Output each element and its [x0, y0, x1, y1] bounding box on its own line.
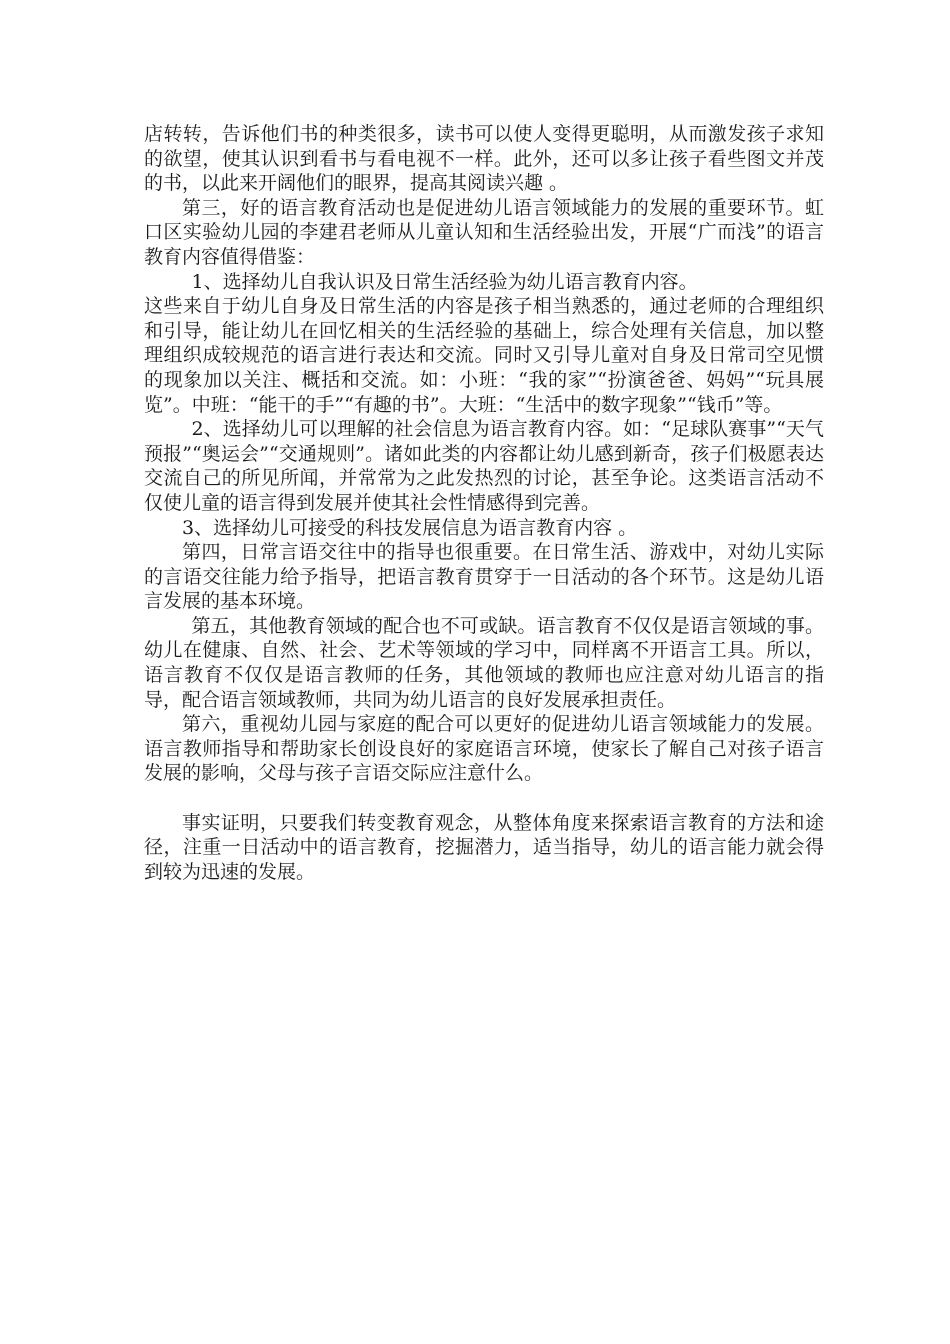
document-body: [144, 122, 824, 884]
paragraph-fourth-point: 第四，日常言语交往中的指导也很重要。在日常生活、游戏中，对幼儿实际的言语交往能力给予指导，把语言教育贯穿于一日活动的各个环节。这是幼儿语言发展的基本环境。: [144, 541, 824, 613]
paragraph-item-1: 1、选择幼儿自我认识及日常生活经验为幼儿语言教育内容。: [191, 270, 698, 293]
paragraph-spacer: [144, 786, 824, 811]
paragraph-third-point: 第三，好的语言教育活动也是促进幼儿语言领域能力的发展的重要环节。虹口区实验幼儿园的李建君老师从儿童认知和生活经验出发，开展“广而浅”的语言教育内容值得借鉴：: [144, 196, 824, 268]
paragraph-sixth-point: 第六，重视幼儿园与家庭的配合可以更好的促进幼儿语言领域能力的发展。语言教师指导和帮助家长创设良好的家庭语言环境，使家长了解自己对孩子语言发展的影响，父母与孩子言语交际应注意什么。: [144, 713, 824, 785]
paragraph-item-3: 3、选择幼儿可接受的科技发展信息为语言教育内容 。: [182, 516, 638, 539]
paragraph-reading-interest: 店转转，告诉他们书的种类很多，读书可以使人变得更聪明，从而激发孩子求知的欲望，使其认识到看书与看电视不一样。此外，还可以多让孩子看些图文并茂的书，以此来开阔他们的眼界，提高其阅读兴趣 。: [144, 123, 824, 195]
paragraph-fifth-point: 第五，其他教育领域的配合也不可或缺。语言教育不仅仅是语言领域的事。幼儿在健康、自然、社会、艺术等领域的学习中，同样离不开语言工具。所以，语言教育不仅仅是语言教师的任务，其他领域的教师也应注意对幼儿语言的指导，配合语言领域教师，共同为幼儿语言的良好发展承担责任。: [144, 614, 824, 711]
paragraph-conclusion: 事实证明，只要我们转变教育观念，从整体角度来探索语言教育的方法和途径，注重一日活动中的语言教育，挖掘潜力，适当指导，幼儿的语言能力就会得到较为迅速的发展。: [144, 811, 824, 883]
paragraph-item-2: 2、选择幼儿可以理解的社会信息为语言教育内容。如：“足球队赛事”“天气预报”“奥运会”“交通规则”。诸如此类的内容都让幼儿感到新奇，孩子们极愿表达交流自己的所见所闻，并常常为之此发热烈的讨论，甚至争论。这类语言活动不仅使儿童的语言得到发展并使其社会性情感得到完善。: [144, 418, 824, 514]
paragraph-item-1-detail: 这些来自于幼儿自身及日常生活的内容是孩子相当熟悉的，通过老师的合理组织和引导，能让幼儿在回忆相关的生活经验的基础上，综合处理有关信息，加以整理组织成较规范的语言进行表达和交流。同时又引导儿童对自身及日常司空见惯的现象加以关注、概括和交流。如：小班：“我的家”“扮演爸爸、妈妈”“玩具展览”。中班：“能干的手”“有趣的书”。大班：“生活中的数字现象”“钱币”等。: [144, 295, 824, 416]
